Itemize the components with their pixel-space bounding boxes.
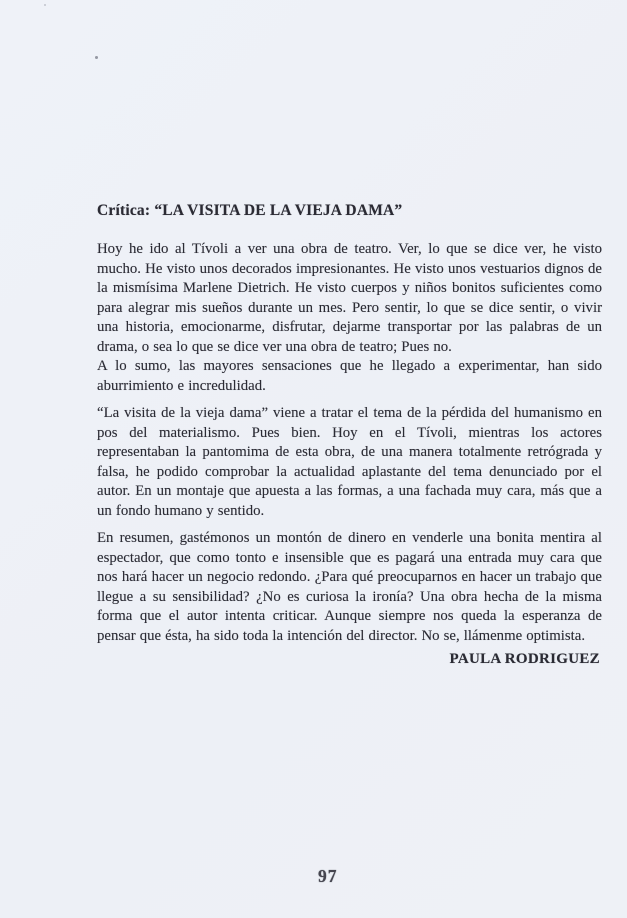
page-number: 97	[318, 866, 338, 886]
scan-speck-icon	[44, 4, 46, 6]
paragraph-intro: Hoy he ido al Tívoli a ver una obra de teatro. Ver, lo que se dice ver, he visto mucho. He visto unos decorados impresionantes. He visto unos vestuarios dignos de la mismísima Marlene Dietrich. He visto cuerpos y niños bonitos suficientes como para alegrar mis sueños durante un mes. Pero sentir, lo que se dice sentir, o vivir una historia, emocionarme, disfrutar, dejarme transportar por las palabras de un drama, o sea lo que se dice ver una obra de teatro; Pues no.	[97, 241, 602, 355]
scan-speck-icon	[95, 56, 98, 59]
paragraph-theme-analysis: “La visita de la vieja dama” viene a tratar el tema de la pérdida del humanismo en pos del materialismo. Pues bien. Hoy en el Tívoli, mientras los actores representaban la pantomima de esta obra, de una manera totalmente retrógrada y falsa, he podido comprobar la actualidad aplastante del tema denunciado por el autor. En un montaje que apuesta a las formas, a una fachada muy cara, más que a un fondo humano y sentido.	[97, 405, 602, 519]
paragraph-summary: En resumen, gastémonos un montón de dinero en venderle una bonita mentira al espectador, que como tonto e insensible que es pagará una entrada muy cara que nos hará hacer un negocio redondo. ¿Para qué preocuparnos en hacer un trabajo que llegue a su sensibilidad? ¿No es curiosa la ironía? Una obra hecha de la misma forma que el autor intenta criticar. Aunque siempre nos queda la esperanza de pensar que ésta, ha sido toda la intención del director. No se, llámenme optimista.	[97, 530, 602, 644]
paragraph-conclusion-of-intro: A lo sumo, las mayores sensaciones que he llegado a experimentar, han sido aburrimiento e incredulidad.	[97, 358, 602, 394]
critique-title: Crítica: “LA VISITA DE LA VIEJA DAMA”	[97, 202, 403, 219]
critique-body	[97, 202, 602, 668]
author-signature: PAULA RODRIGUEZ	[449, 651, 600, 667]
